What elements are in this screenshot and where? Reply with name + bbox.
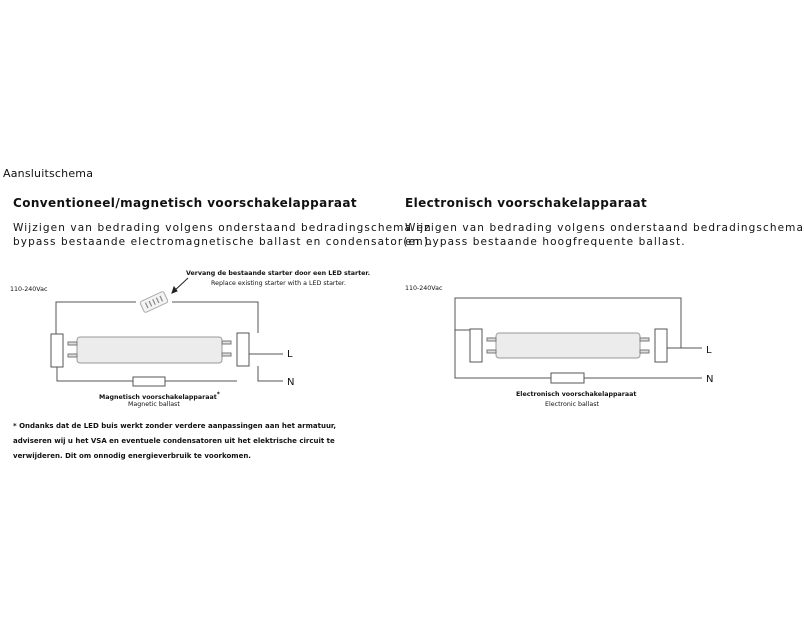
right-ballast-label-en: Electronic ballast <box>545 401 600 408</box>
note-line3: verwijderen. Dit om onnodig energieverbruik te voorkomen. <box>13 452 251 460</box>
right-electronic-ballast <box>551 373 584 383</box>
starter-callout-en: Replace existing starter with a LED starter. <box>211 280 346 287</box>
left-endcap-right <box>237 333 249 366</box>
led-starter <box>140 291 169 313</box>
left-ballast-label-en: Magnetic ballast <box>128 401 180 408</box>
right-endcap-left <box>470 329 482 362</box>
right-label-L: L <box>706 345 712 356</box>
right-heading: Electronisch voorschakelapparaat <box>405 196 648 210</box>
right-voltage-label: 110-240Vac <box>405 285 443 292</box>
right-para-line1: Wijzigen van bedrading volgens onderstaand bedradingschema <box>405 222 804 234</box>
starter-callout-nl: Vervang de bestaande starter door een LED starter. <box>186 270 370 277</box>
starter-callout-arrowhead <box>172 287 177 293</box>
left-heading: Conventioneel/magnetisch voorschakelapparaat <box>13 196 358 210</box>
left-magnetic-ballast <box>133 377 165 386</box>
left-wiring-diagram <box>51 278 283 386</box>
left-label-L: L <box>287 349 293 360</box>
left-led-tube <box>77 337 222 363</box>
left-voltage-label: 110-240Vac <box>10 286 48 293</box>
note-line2: adviseren wij u het VSA en eventuele condensatoren uit het elektrische circuit te <box>13 437 335 445</box>
left-N-wire <box>57 366 283 381</box>
right-wiring-diagram <box>455 298 702 383</box>
left-para-line1: Wijzigen van bedrading volgens onderstaand bedradingschema en <box>13 222 432 234</box>
right-para-line2: en bypass bestaande hoogfrequente ballast. <box>405 236 686 248</box>
right-endcap-right <box>655 329 667 362</box>
right-ballast-label-nl: Electronisch voorschakelapparaat <box>516 391 637 398</box>
left-endcap-left <box>51 334 63 367</box>
left-label-N: N <box>287 377 295 388</box>
left-ballast-asterisk: * <box>216 391 220 398</box>
left-para-line2: bypass bestaande electromagnetische ballast en condensator(en). <box>13 236 434 248</box>
left-ballast-text: Magnetisch voorschakelapparaat <box>99 394 217 402</box>
right-led-tube <box>496 333 640 358</box>
right-label-N: N <box>706 374 714 385</box>
note-line1: * Ondanks dat de LED buis werkt zonder verdere aanpassingen aan het armatuur, <box>13 422 337 430</box>
section-title: Aansluitschema <box>3 167 94 180</box>
